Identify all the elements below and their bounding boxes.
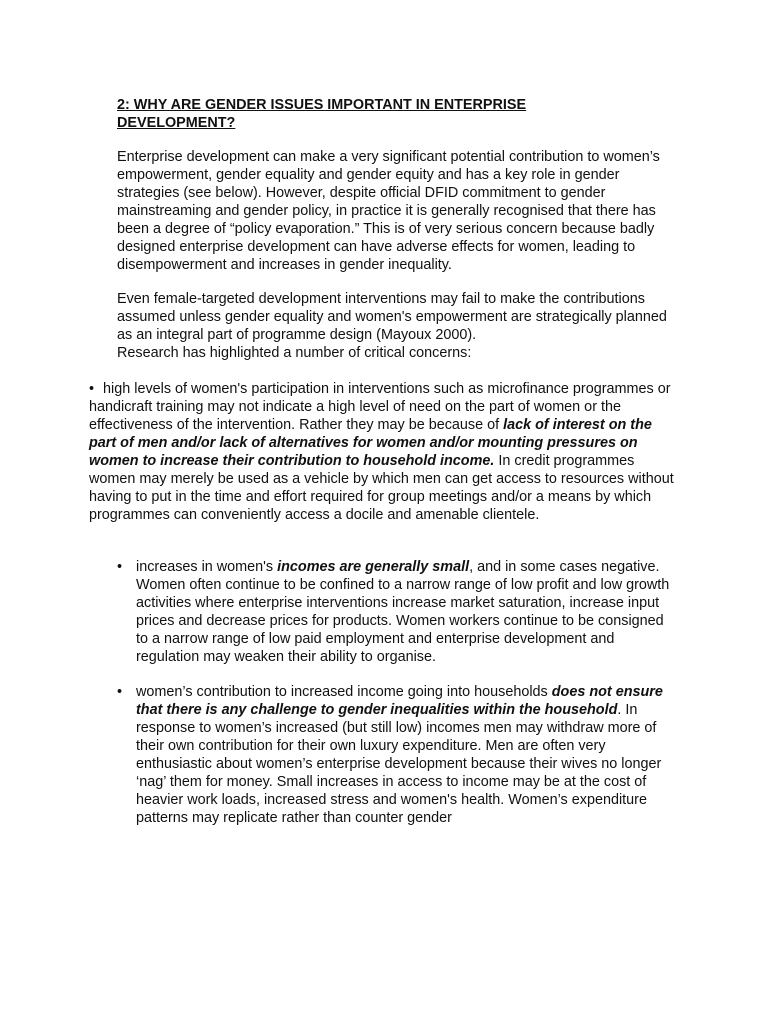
bullet-household-emphasis: does not ensure that there is any challenge to gender inequalities within the household (136, 684, 663, 718)
bullet-participation-emphasis: lack of interest on the part of men and/or lack of alternatives for women and/or mounting pressures on women to increase their contribution to household income. (89, 417, 652, 469)
bullet-participation-levels (89, 380, 679, 524)
bullet-incomes-text-2: , and in some cases negative. Women often continue to be confined to a narrow range of low profit and low growth activities where enterprise interventions increase market saturation, increase input prices and decrease prices for products. Women workers continue to be consigned to a narrow range of low paid employment and enterprise development and regulation may weaken their ability to organise. (136, 559, 670, 665)
paragraph-female-targeted-interventions: Even female-targeted development interventions may fail to make the contributions assumed unless gender equality and women's empowerment are strategically planned as an integral part of programme design (Mayoux 2000). (117, 291, 667, 343)
section-heading (117, 96, 677, 132)
bullet-household-text-1: women’s contribution to increased income going into households (136, 684, 552, 700)
bullet-household-inequalities (117, 683, 677, 827)
bullet-incomes-emphasis: incomes are generally small (277, 559, 470, 575)
bullet-participation-text-1: high levels of women's participation in interventions such as microfinance programmes or handicraft training may not indicate a high level of need on the part of women or the effectiveness of the intervention. Rather they may be because of (89, 381, 671, 433)
bullet-icon: • (117, 559, 123, 575)
section-heading-line-1: 2: WHY ARE GENDER ISSUES IMPORTANT IN ENTERPRISE (117, 97, 527, 113)
bullet-incomes-small (117, 558, 677, 666)
bullet-participation-text-2: In credit programmes women may merely be used as a vehicle by which men can get access to resources without having to put in the time and effort required for group meetings and/or a means by which programmes can conveniently access a docile and amenable clientele. (89, 453, 674, 523)
bullet-incomes-text (136, 558, 677, 666)
bullet-icon: • (89, 381, 95, 397)
bullet-incomes-text-1: increases in women's (136, 559, 278, 575)
paragraph-enterprise-development: Enterprise development can make a very significant potential contribution to women’s empowerment, gender equality and gender equity and has a key role in gender strategies (see below). However, despite official DFID commitment to gender mainstreaming and gender policy, in practice it is generally recognised that there has been a degree of “policy evaporation.” This is of very serious concern because badly designed enterprise development can have adverse effects for women, leading to disempowerment and increases in gender inequality. (117, 149, 660, 273)
bullet-icon: • (117, 684, 123, 700)
bullet-household-text-2: . In response to women’s increased (but still low) incomes men may withdraw more of their own contribution for their own luxury expenditure. Men are often very enthusiastic about women’s enterprise development because their wives no longer ‘nag’ them for money. Small increases in access to income may be at the cost of heavier work loads, increased stress and women's health. Women’s expenditure patterns may replicate rather than counter gender (136, 702, 662, 826)
bullet-household-text (136, 683, 677, 827)
section-heading-line-2: DEVELOPMENT? (117, 115, 236, 131)
paragraph-critical-concerns-intro: Research has highlighted a number of critical concerns: (117, 345, 472, 361)
